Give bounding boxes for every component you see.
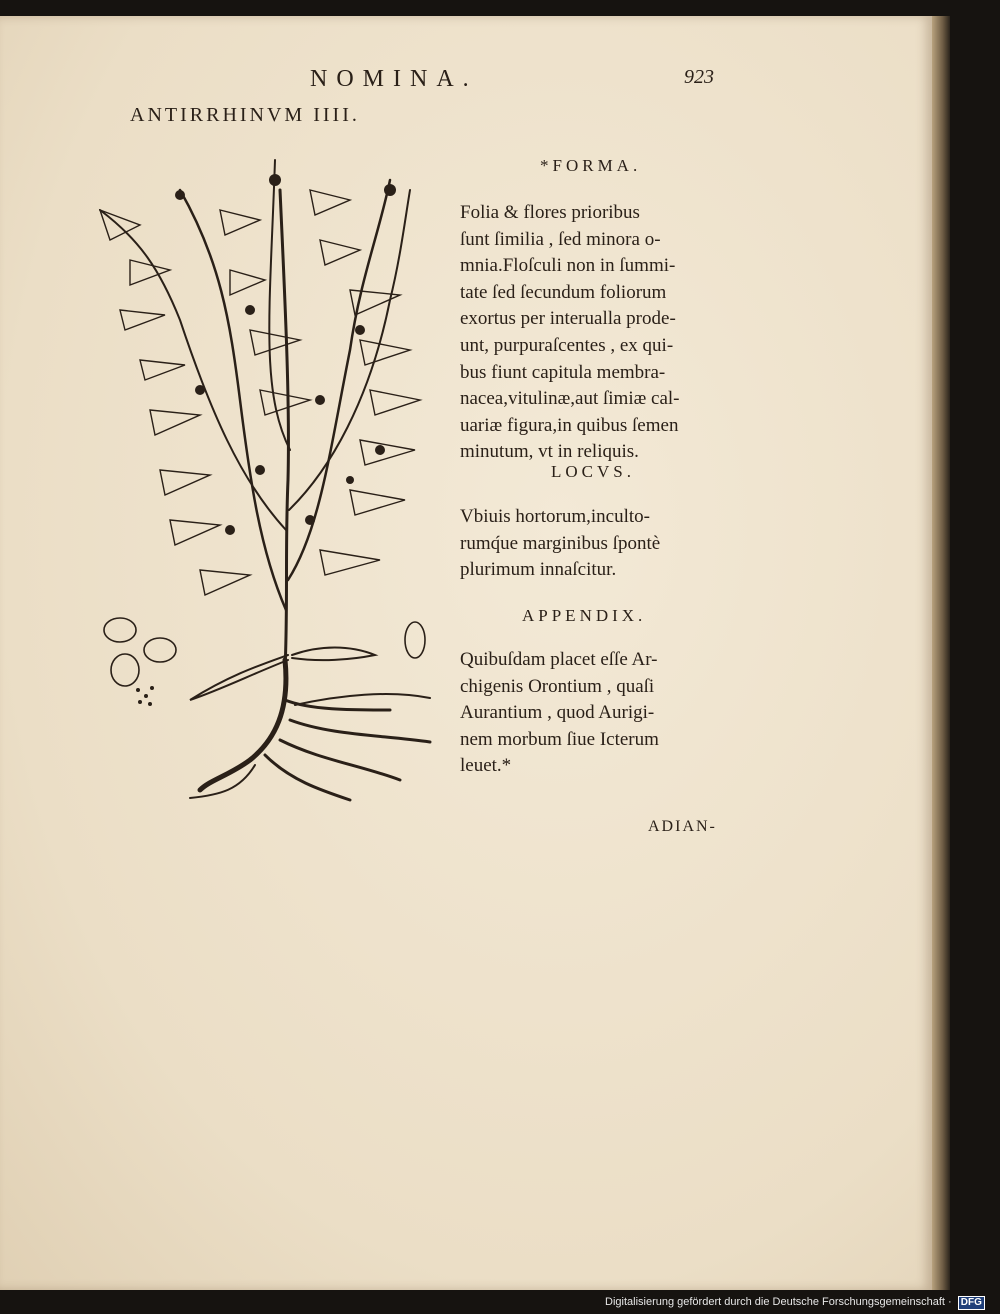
credit-text: Digitalisierung gefördert durch die Deutsche Forschungsgemeinschaft · [605, 1296, 952, 1308]
text-line: ſunt ſimilia , ſed minora o- [460, 228, 661, 250]
section-heading-appendix: APPENDIX. [522, 606, 647, 625]
text-line: bus fiunt capitula membra- [460, 361, 666, 383]
text-line: Folia & flores prioribus [460, 202, 640, 223]
plant-title: ANTIRRHINVM IIII. [130, 104, 360, 126]
seed-capsules [104, 618, 425, 686]
section-heading-forma: *FORMA. [540, 156, 642, 175]
text-line: Aurantium , quod Aurigi- [460, 702, 655, 724]
text-line: rumq́ue marginibus ſpontè [460, 532, 661, 554]
catchword: ADIAN- [648, 818, 717, 835]
section-text-locus [460, 504, 660, 584]
text-line: Vbiuis hortorum,inculto- [460, 506, 650, 527]
text-line: nem morbum ſiue Icterum [460, 728, 659, 750]
text-line: leuet.* [460, 755, 512, 777]
section-text-forma [460, 200, 680, 466]
text-line: minutum, vt in reliquis. [460, 441, 639, 463]
text-line: exortus per interualla prode- [460, 308, 676, 330]
text-line: uariæ figura,in quibus ſemen [460, 414, 679, 436]
page-number: 923 [684, 66, 714, 88]
section-text-appendix [460, 647, 659, 780]
page-edge [932, 16, 950, 1290]
text-line: nacea,vitulinæ,aut ſimiæ cal- [460, 388, 680, 410]
text-line: mnia.Floſculi non in ſummi- [460, 255, 676, 277]
plant-woodcut-illustration [60, 150, 450, 820]
section-heading-locus: LOCVS. [551, 462, 635, 481]
dfg-logo: DFG [958, 1296, 985, 1310]
seeds [136, 686, 154, 706]
digitization-credit [605, 1296, 985, 1310]
text-line: chigenis Orontium , quaſi [460, 675, 655, 697]
text-line: Quibuſdam placet eſſe Ar- [460, 649, 658, 670]
text-line: unt, purpuraſcentes , ex qui- [460, 334, 674, 356]
running-head: NOMINA. [310, 66, 478, 92]
text-line: tate ſed ſecundum foliorum [460, 281, 667, 303]
text-line: plurimum innaſcitur. [460, 559, 617, 581]
